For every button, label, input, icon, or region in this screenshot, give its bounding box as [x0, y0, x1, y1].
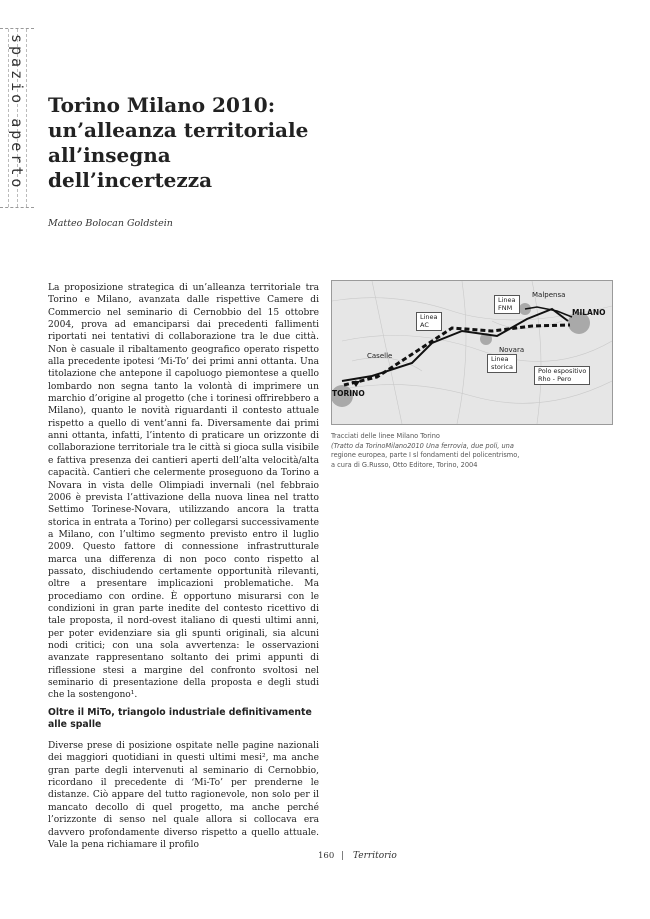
footer-separator: |	[341, 851, 345, 861]
caption-line: a cura di G.Russo, Otto Editore, Torino, 2004	[331, 460, 478, 469]
label-linea-fnm: Linea FNM	[494, 295, 520, 314]
body-text-continued	[48, 731, 319, 860]
caption-line: Tracciati delle linee Milano Torino	[331, 432, 440, 440]
label-malpensa: Malpensa	[532, 291, 566, 299]
section-heading: Oltre il MiTo, triangolo industriale definitivamente alle spalle	[48, 707, 312, 730]
title-line: Torino Milano 2010:	[48, 93, 276, 117]
magazine-name: Territorio	[353, 851, 397, 861]
author-name: Matteo Bolocan Goldstein	[48, 218, 173, 229]
title-line: dell’incertezza	[48, 168, 213, 192]
label-novara: Novara	[499, 346, 525, 354]
label-linea-storica: Linea storica	[487, 354, 517, 373]
title-line: all’insegna	[48, 143, 171, 167]
caption-line: regione europea, parte I sl fondamenti del policentrismo,	[331, 451, 520, 460]
paragraph: La proposizione strategica di un’alleanza territoriale tra Torino e Milano, avanzata dalle rispettive Camere di Commercio nel seminario di Cernobbio del 15 ottobre 2004, prova ad emanciparsi dai precedenti fallimenti riportati nei tentativi di collaborazione tra le due città. Non è casuale il ribaltamento geografico operato rispetto alla precedente ipotesi ‘Mi-To’ dei primi anni ottanta. Una titolazione che antepone il capoluogo piemontese a quello lombardo non segna tanto la volontà di imprimere un marchio d’origine al progetto (che i torinesi offrirebbero a Milano), quanto le novità riguardanti il contesto attuale rispetto a quello di vent’anni fa. Diversamente dai primi anni ottanta, infatti, l’intento di praticare un orizzonte di collaborazione territoriale tra le città si gioca sulla visibile e fattiva presenza dei cantieri aperti dell’alta velocità/alta capacità. Cantieri che celermente proseguono da Torino a Novara in vista delle Olimpiadi invernali (nel febbraio 2006 è prevista l’attivazione della nuova linea nel tratto Settimo Torinese-Novara, utilizzando ancora la tratta storica in entrata a Torino) per collegarsi successivamente a Milano, con l’ultimo segmento previsto entro il luglio 2009. Questo fattore di connessione infrastrutturale marca una differenza di non poco conto rispetto al passato, dischiudendo certamente opportunità rilevanti, oltre a presentare implicazioni problematiche. Ma procediamo con ordine. È opportuno misurarsi con le condizioni in gran parte inedite del contesto ricettivo di tale proposta, il nord-ovest italiano di questi ultimi anni, per poter evidenziare sia gli spunti originali, sia alcuni nodi critici; con una sola avvertenza: le osservazioni avanzate rappresentano soltanto dei primi appunti di riflessione stesi a margine del confronto svoltosi nel seminario di presentazione della proposta e degli studi che la sostengono¹.	[48, 283, 319, 701]
body-text	[48, 282, 319, 702]
paragraph: Diverse prese di posizione ospitate nelle pagine nazionali dei maggiori quotidiani in questi ultimi mesi², ma anche gran parte degli intervenuti al seminario di Cernobbio, ricordano il precedente di ‘Mi-To’ per prenderne le distanze. Ciò appare del tutto ragionevole, non solo per il mancato decollo di quel progetto, ma anche perché l’orizzonte di senso nel quale allora si collocava era davvero profondamente diverso rispetto a quello attuale. Vale la pena richiamare il profilo	[48, 741, 319, 850]
label-polo-espositivo: Polo espositivo Rho - Pero	[534, 366, 590, 385]
section-label: spazio aperto	[8, 34, 26, 191]
city-milano: MILANO	[572, 308, 606, 317]
label-caselle: Caselle	[367, 352, 393, 360]
article-title	[48, 93, 308, 193]
figure-caption	[331, 432, 611, 470]
label-linea-ac: Linea AC	[416, 312, 442, 331]
route-map	[331, 280, 613, 425]
city-torino: TORINO	[332, 389, 365, 398]
caption-line: (Tratto da TorinoMilano2010 Una ferrovia, due poli, una	[331, 441, 514, 450]
page-number: 160	[318, 851, 335, 861]
title-line: un’alleanza territoriale	[48, 118, 309, 142]
